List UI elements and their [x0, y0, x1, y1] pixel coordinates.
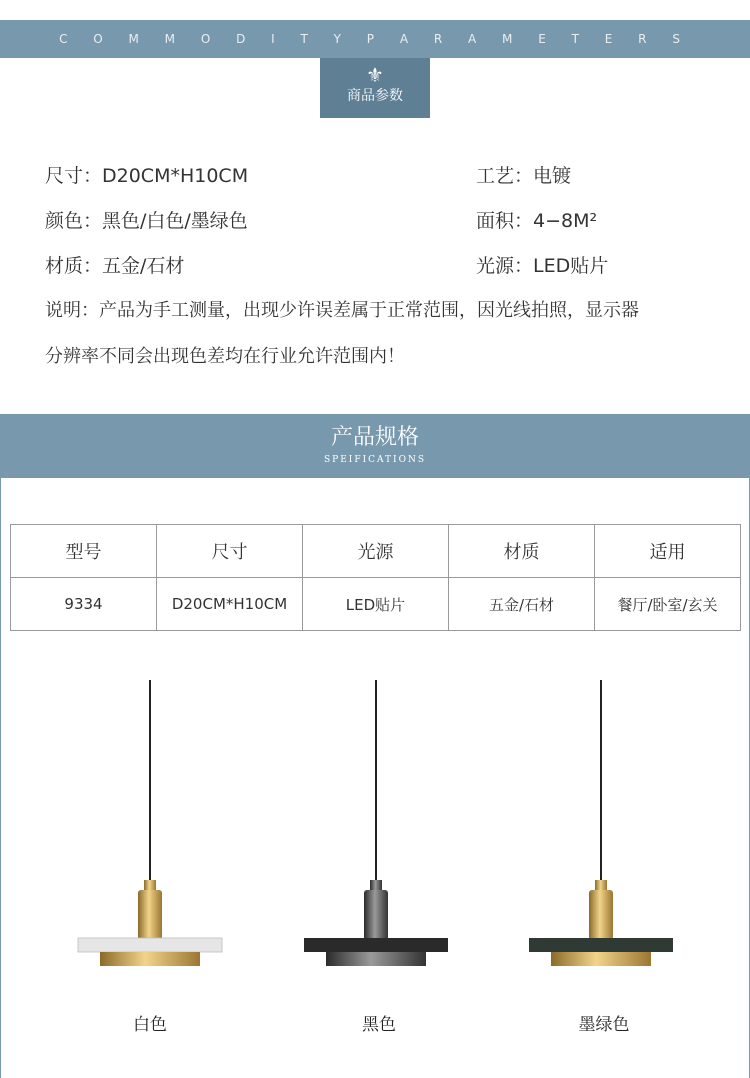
variant-caption-black: 黑色 — [362, 1015, 396, 1035]
fleur-de-lis-icon: ⚜ — [366, 63, 384, 87]
spec-section-title: 产品规格 — [330, 425, 419, 450]
spec-header-cell: 光源 — [303, 525, 449, 578]
commodity-parameters-band — [0, 20, 750, 58]
param-material: 材质：五金/石材 — [45, 255, 185, 277]
spec-header-cell: 材质 — [449, 525, 595, 578]
spec-cell-usage: 餐厅/卧室/玄关 — [595, 578, 741, 631]
lamp-image-white — [70, 680, 230, 980]
params-badge — [320, 58, 430, 118]
note-line-2: 分辨率不同会出现色差均在行业允许范围内！ — [45, 346, 405, 367]
note-line-1: 说明：产品为手工测量，出现少许误差属于正常范围，因光线拍照，显示器 — [45, 300, 639, 321]
spec-header-cell: 适用 — [595, 525, 741, 578]
param-craft: 工艺：电镀 — [476, 165, 572, 187]
table-row — [11, 578, 741, 631]
lamp-image-black — [296, 680, 456, 980]
spec-section-subtitle: SPEIFICATIONS — [323, 455, 427, 465]
spec-cell-size: D20CM*H10CM — [157, 578, 303, 631]
spec-header-cell: 尺寸 — [157, 525, 303, 578]
param-area: 面积：4−8M² — [476, 210, 598, 232]
param-color: 颜色：黑色/白色/墨绿色 — [45, 210, 248, 232]
params-badge-label: 商品参数 — [347, 88, 403, 104]
spec-cell-material: 五金/石材 — [449, 578, 595, 631]
param-light: 光源：LED贴片 — [476, 255, 609, 277]
param-size: 尺寸：D20CM*H10CM — [45, 165, 249, 187]
spec-table — [10, 524, 741, 631]
spec-table-header-row — [11, 525, 741, 578]
spec-header-cell: 型号 — [11, 525, 157, 578]
spec-cell-model: 9334 — [11, 578, 157, 631]
commodity-parameters-title: C O M M O D I T Y P A R A M E T E R S — [59, 32, 691, 46]
variant-caption-green: 墨绿色 — [578, 1015, 630, 1035]
spec-section-band — [0, 414, 750, 478]
spec-cell-light: LED贴片 — [303, 578, 449, 631]
variant-caption-white: 白色 — [133, 1015, 167, 1035]
lamp-image-green — [521, 680, 681, 980]
